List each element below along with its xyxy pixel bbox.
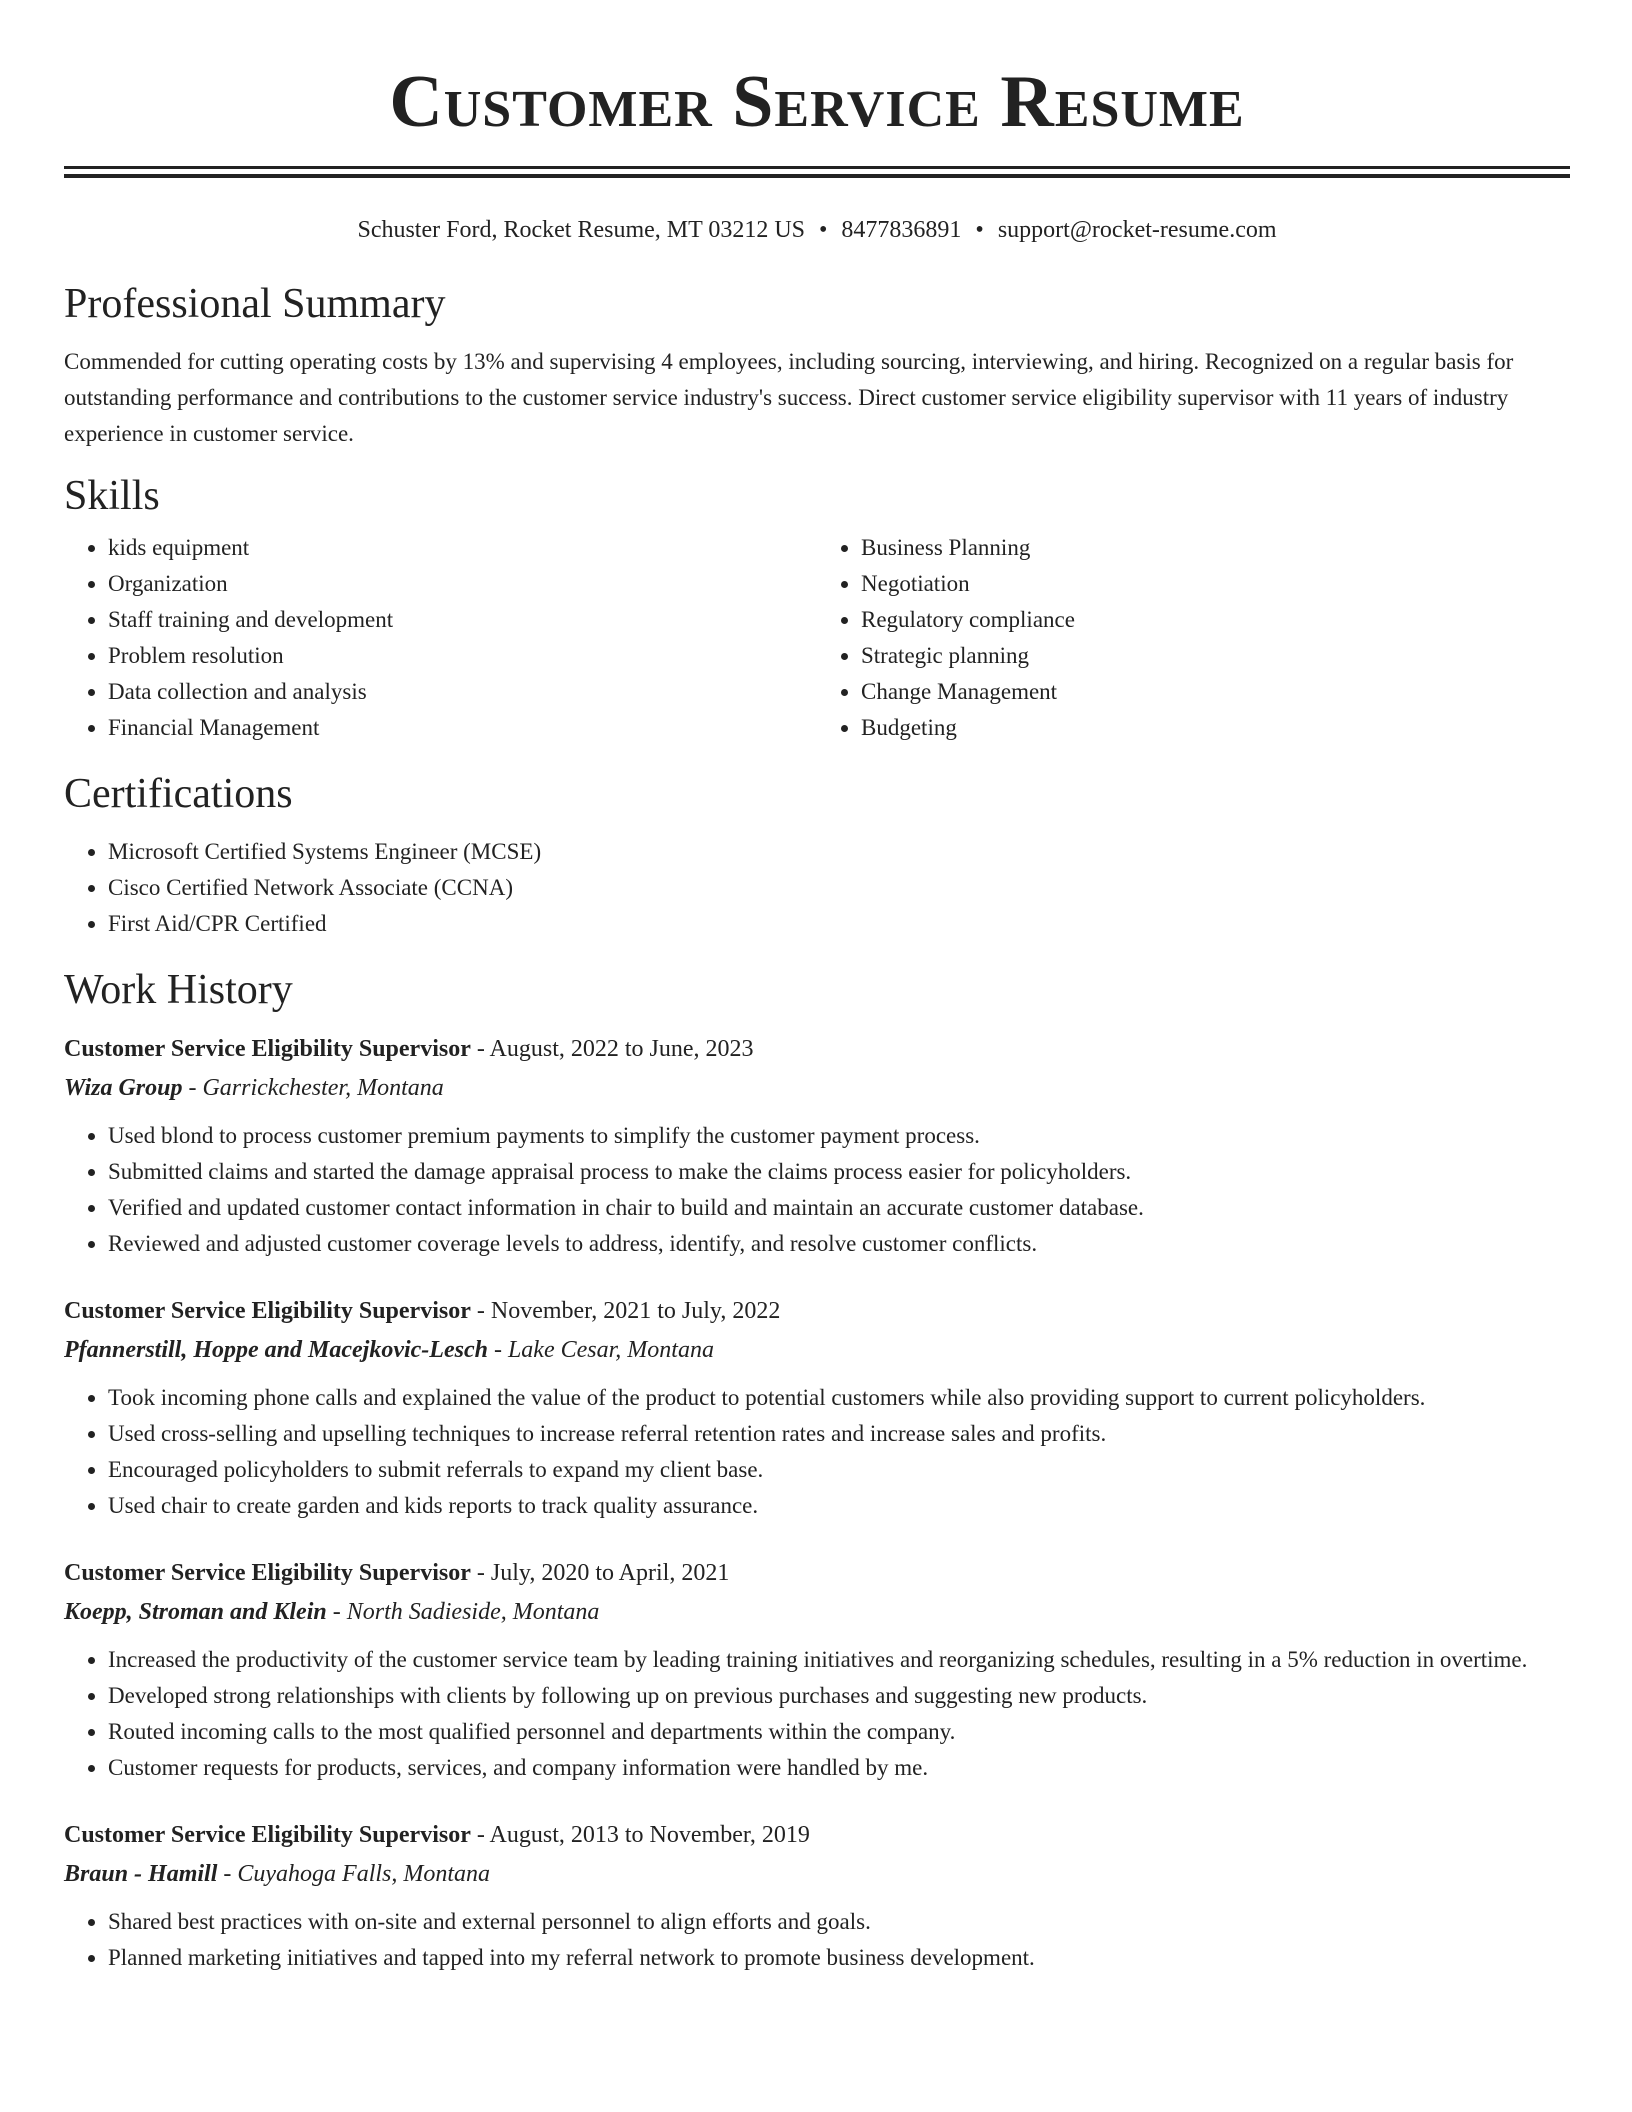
job-bullet: • Submitted claims and started the damage appraisal process to make the claims process easier for policyholders. — [108, 1154, 1570, 1190]
job-title: Customer Service Eligibility Supervisor — [64, 1036, 471, 1062]
job-bullet: • Took incoming phone calls and explained the value of the product to potential customers while also providing support to current policyholders. — [108, 1380, 1570, 1416]
resume-title: Customer Service Resume — [389, 61, 1245, 143]
job-bullet: • Used cross-selling and upselling techniques to increase referral retention rates and increase sales and profits. — [108, 1416, 1570, 1452]
job-bullets — [64, 1904, 1570, 1976]
contact-separator: • — [819, 217, 828, 243]
job-location: - North Sadieside, Montana — [332, 1599, 600, 1625]
job-bullets — [64, 1642, 1570, 1786]
contact-email: support@rocket-resume.com — [997, 217, 1277, 243]
summary-heading: Professional Summary — [64, 281, 446, 327]
job-bullet: • Increased the productivity of the customer service team by leading training initiatives and reorganizing schedules, resulting in a 5% reduction in overtime. — [108, 1642, 1570, 1678]
job-bullet: • Developed strong relationships with clients by following up on previous purchases and suggesting new products. — [108, 1678, 1570, 1714]
job-entry — [64, 1030, 1570, 1262]
job-location: - Cuyahoga Falls, Montana — [223, 1861, 491, 1887]
certification-item: • First Aid/CPR Certified — [108, 906, 1570, 942]
job-company-line — [64, 1330, 1570, 1370]
job-entry — [64, 1292, 1570, 1524]
job-bullet: • Reviewed and adjusted customer coverage levels to address, identify, and resolve customer conflicts. — [108, 1226, 1570, 1262]
skill-item: • Budgeting — [861, 710, 1570, 746]
summary-text: Commended for cutting operating costs by 13% and supervising 4 employees, including sourcing, interviewing, and hiring. Recognized on a regular basis for outstanding performance and contributions to the customer service industry's success. Direct customer service eligibility supervisor with 11 years of industry experience in customer service. — [64, 349, 1514, 446]
job-dates: - July, 2020 to April, 2021 — [476, 1560, 730, 1586]
skill-item: • kids equipment — [108, 530, 817, 566]
resume-content — [64, 0, 1570, 1976]
title-divider-thin — [64, 174, 1570, 178]
job-company: Wiza Group — [64, 1075, 183, 1101]
job-company: Koepp, Stroman and Klein — [64, 1599, 327, 1625]
job-bullet: • Customer requests for products, services, and company information were handled by me. — [108, 1750, 1570, 1786]
skill-item: • Strategic planning — [861, 638, 1570, 674]
job-dates: - November, 2021 to July, 2022 — [476, 1298, 781, 1324]
job-bullet: • Used chair to create garden and kids reports to track quality assurance. — [108, 1488, 1570, 1524]
job-entry — [64, 1816, 1570, 1976]
skills-list-left — [64, 530, 817, 746]
job-bullet: • Routed incoming calls to the most qualified personnel and departments within the company. — [108, 1714, 1570, 1750]
title-divider-thick — [64, 166, 1570, 169]
job-bullet: • Used blond to process customer premium payments to simplify the customer payment process. — [108, 1118, 1570, 1154]
skill-item: • Negotiation — [861, 566, 1570, 602]
job-title-line — [64, 1816, 1570, 1854]
job-dates: - August, 2022 to June, 2023 — [476, 1036, 754, 1062]
job-bullets — [64, 1380, 1570, 1524]
certifications-list — [64, 834, 1570, 942]
skill-item: • Data collection and analysis — [108, 674, 817, 710]
skill-item: • Financial Management — [108, 710, 817, 746]
skills-columns — [64, 530, 1570, 746]
contact-separator: • — [975, 217, 984, 243]
certifications-heading: Certifications — [64, 771, 293, 817]
job-company-line — [64, 1068, 1570, 1108]
job-dates: - August, 2013 to November, 2019 — [476, 1822, 810, 1848]
work-history-heading: Work History — [64, 967, 293, 1013]
skill-item: • Staff training and development — [108, 602, 817, 638]
job-title: Customer Service Eligibility Supervisor — [64, 1822, 471, 1848]
job-location: - Garrickchester, Montana — [188, 1075, 444, 1101]
job-title: Customer Service Eligibility Supervisor — [64, 1298, 471, 1324]
skill-item: • Regulatory compliance — [861, 602, 1570, 638]
contact-phone: 8477836891 — [841, 217, 962, 243]
job-bullet: • Shared best practices with on-site and external personnel to align efforts and goals. — [108, 1904, 1570, 1940]
job-company: Pfannerstill, Hoppe and Macejkovic-Lesch — [64, 1337, 488, 1363]
job-location: - Lake Cesar, Montana — [493, 1337, 714, 1363]
job-bullets — [64, 1118, 1570, 1262]
contact-line — [64, 214, 1570, 246]
job-company-line — [64, 1592, 1570, 1632]
job-title-line — [64, 1030, 1570, 1068]
certification-item: • Cisco Certified Network Associate (CCNA) — [108, 870, 1570, 906]
job-title-line — [64, 1292, 1570, 1330]
skills-list-right — [817, 530, 1570, 746]
job-company: Braun - Hamill — [64, 1861, 218, 1887]
job-bullet: • Planned marketing initiatives and tapped into my referral network to promote business development. — [108, 1940, 1570, 1976]
job-company-line — [64, 1854, 1570, 1894]
job-bullet: • Encouraged policyholders to submit referrals to expand my client base. — [108, 1452, 1570, 1488]
skill-item: • Business Planning — [861, 530, 1570, 566]
skills-heading: Skills — [64, 473, 160, 519]
certification-item: • Microsoft Certified Systems Engineer (MCSE) — [108, 834, 1570, 870]
skill-item: • Organization — [108, 566, 817, 602]
job-title: Customer Service Eligibility Supervisor — [64, 1560, 471, 1586]
job-bullet: • Verified and updated customer contact information in chair to build and maintain an accurate customer database. — [108, 1190, 1570, 1226]
skill-item: • Problem resolution — [108, 638, 817, 674]
job-entry — [64, 1554, 1570, 1786]
job-title-line — [64, 1554, 1570, 1592]
contact-address: Schuster Ford, Rocket Resume, MT 03212 US — [357, 217, 806, 243]
skill-item: • Change Management — [861, 674, 1570, 710]
